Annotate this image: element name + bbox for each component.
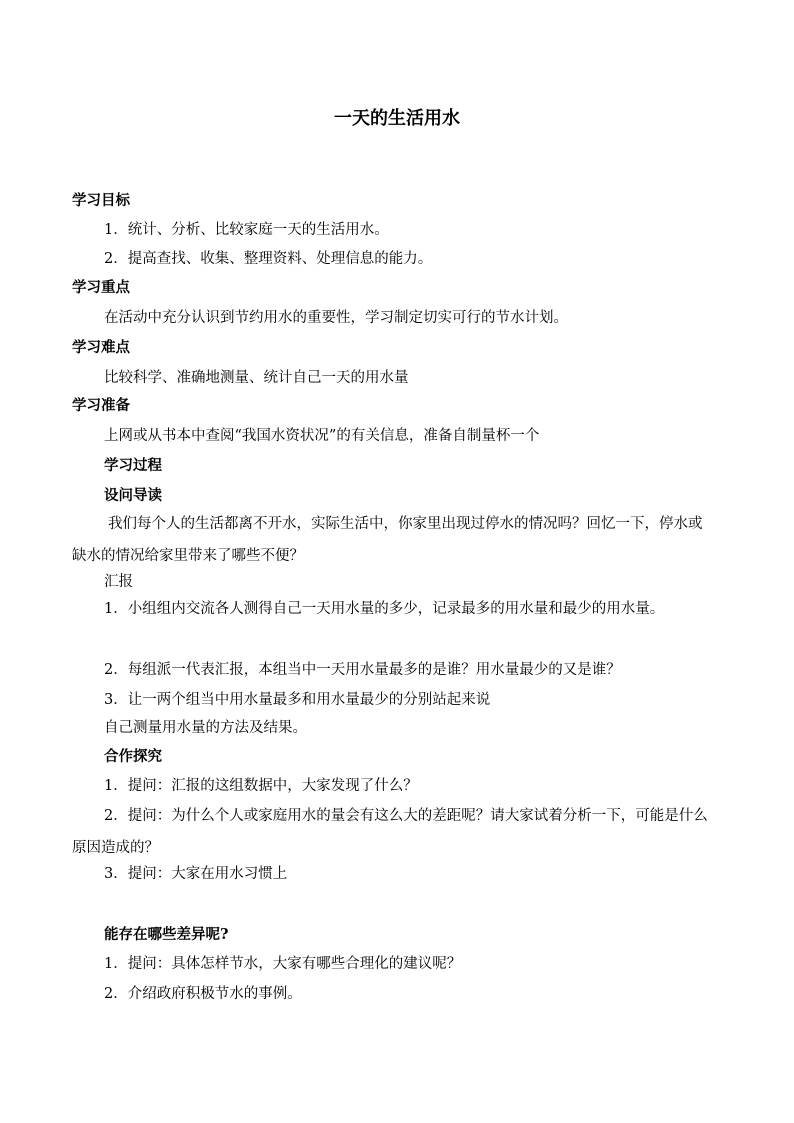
process-heading: 学习过程 <box>104 457 162 474</box>
report-item-3-continued: 自己测量用水量的方法及结果。 <box>104 720 307 736</box>
coop-item-2: 2．提问：为什么个人或家庭用水的量会有这么大的差距呢？请大家试着分析一下，可能是什么原因造成的？ <box>72 808 708 856</box>
key-heading: 学习重点 <box>72 279 130 296</box>
coop-heading: 合作探究 <box>104 748 162 765</box>
document-title: 一天的生活用水 <box>334 108 460 129</box>
diff-heading: 能存在哪些差异呢? <box>104 926 229 943</box>
goal-item-1: 1．统计、分析、比较家庭一天的生活用水。 <box>104 222 389 238</box>
report-item-2: 2．每组派一代表汇报，本组当中一天用水量最多的是谁？用水量最少的又是谁？ <box>104 662 621 678</box>
diff-item-2: 2．介绍政府积极节水的事例。 <box>104 986 302 1002</box>
report-heading: 汇报 <box>104 574 133 590</box>
coop-item-3: 3．提问：大家在用水习惯上 <box>104 866 288 882</box>
prep-text: 上网或从书本中查阅“我国水资状况”的有关信息，准备自制量杯一个 <box>104 428 540 444</box>
key-text: 在活动中充分认识到节约用水的重要性，学习制定切实可行的节水计划。 <box>104 310 568 326</box>
intro-heading: 设问导读 <box>104 487 162 504</box>
report-item-1: 1．小组组内交流各人测得自己一天用水量的多少，记录最多的用水量和最少的用水量。 <box>104 601 665 617</box>
diff-item-1: 1．提问：具体怎样节水，大家有哪些合理化的建议呢？ <box>104 956 462 972</box>
difficulty-text: 比较科学、准确地测量、统计自己一天的用水量 <box>104 370 409 386</box>
difficulty-heading: 学习难点 <box>72 339 130 356</box>
coop-item-1: 1．提问：汇报的这组数据中，大家发现了什么？ <box>104 778 418 794</box>
report-item-3: 3．让一两个组当中用水量最多和用水量最少的分别站起来说 <box>104 692 491 708</box>
prep-heading: 学习准备 <box>72 397 130 414</box>
goal-heading: 学习目标 <box>72 192 130 209</box>
goal-item-2: 2．提高查找、收集、整理资料、处理信息的能力。 <box>104 251 433 267</box>
intro-text: 我们每个人的生活都离不开水，实际生活中，你家里出现过停水的情况吗？回忆一下，停水或缺水的情况给家里带来了哪些不便？ <box>72 516 703 564</box>
